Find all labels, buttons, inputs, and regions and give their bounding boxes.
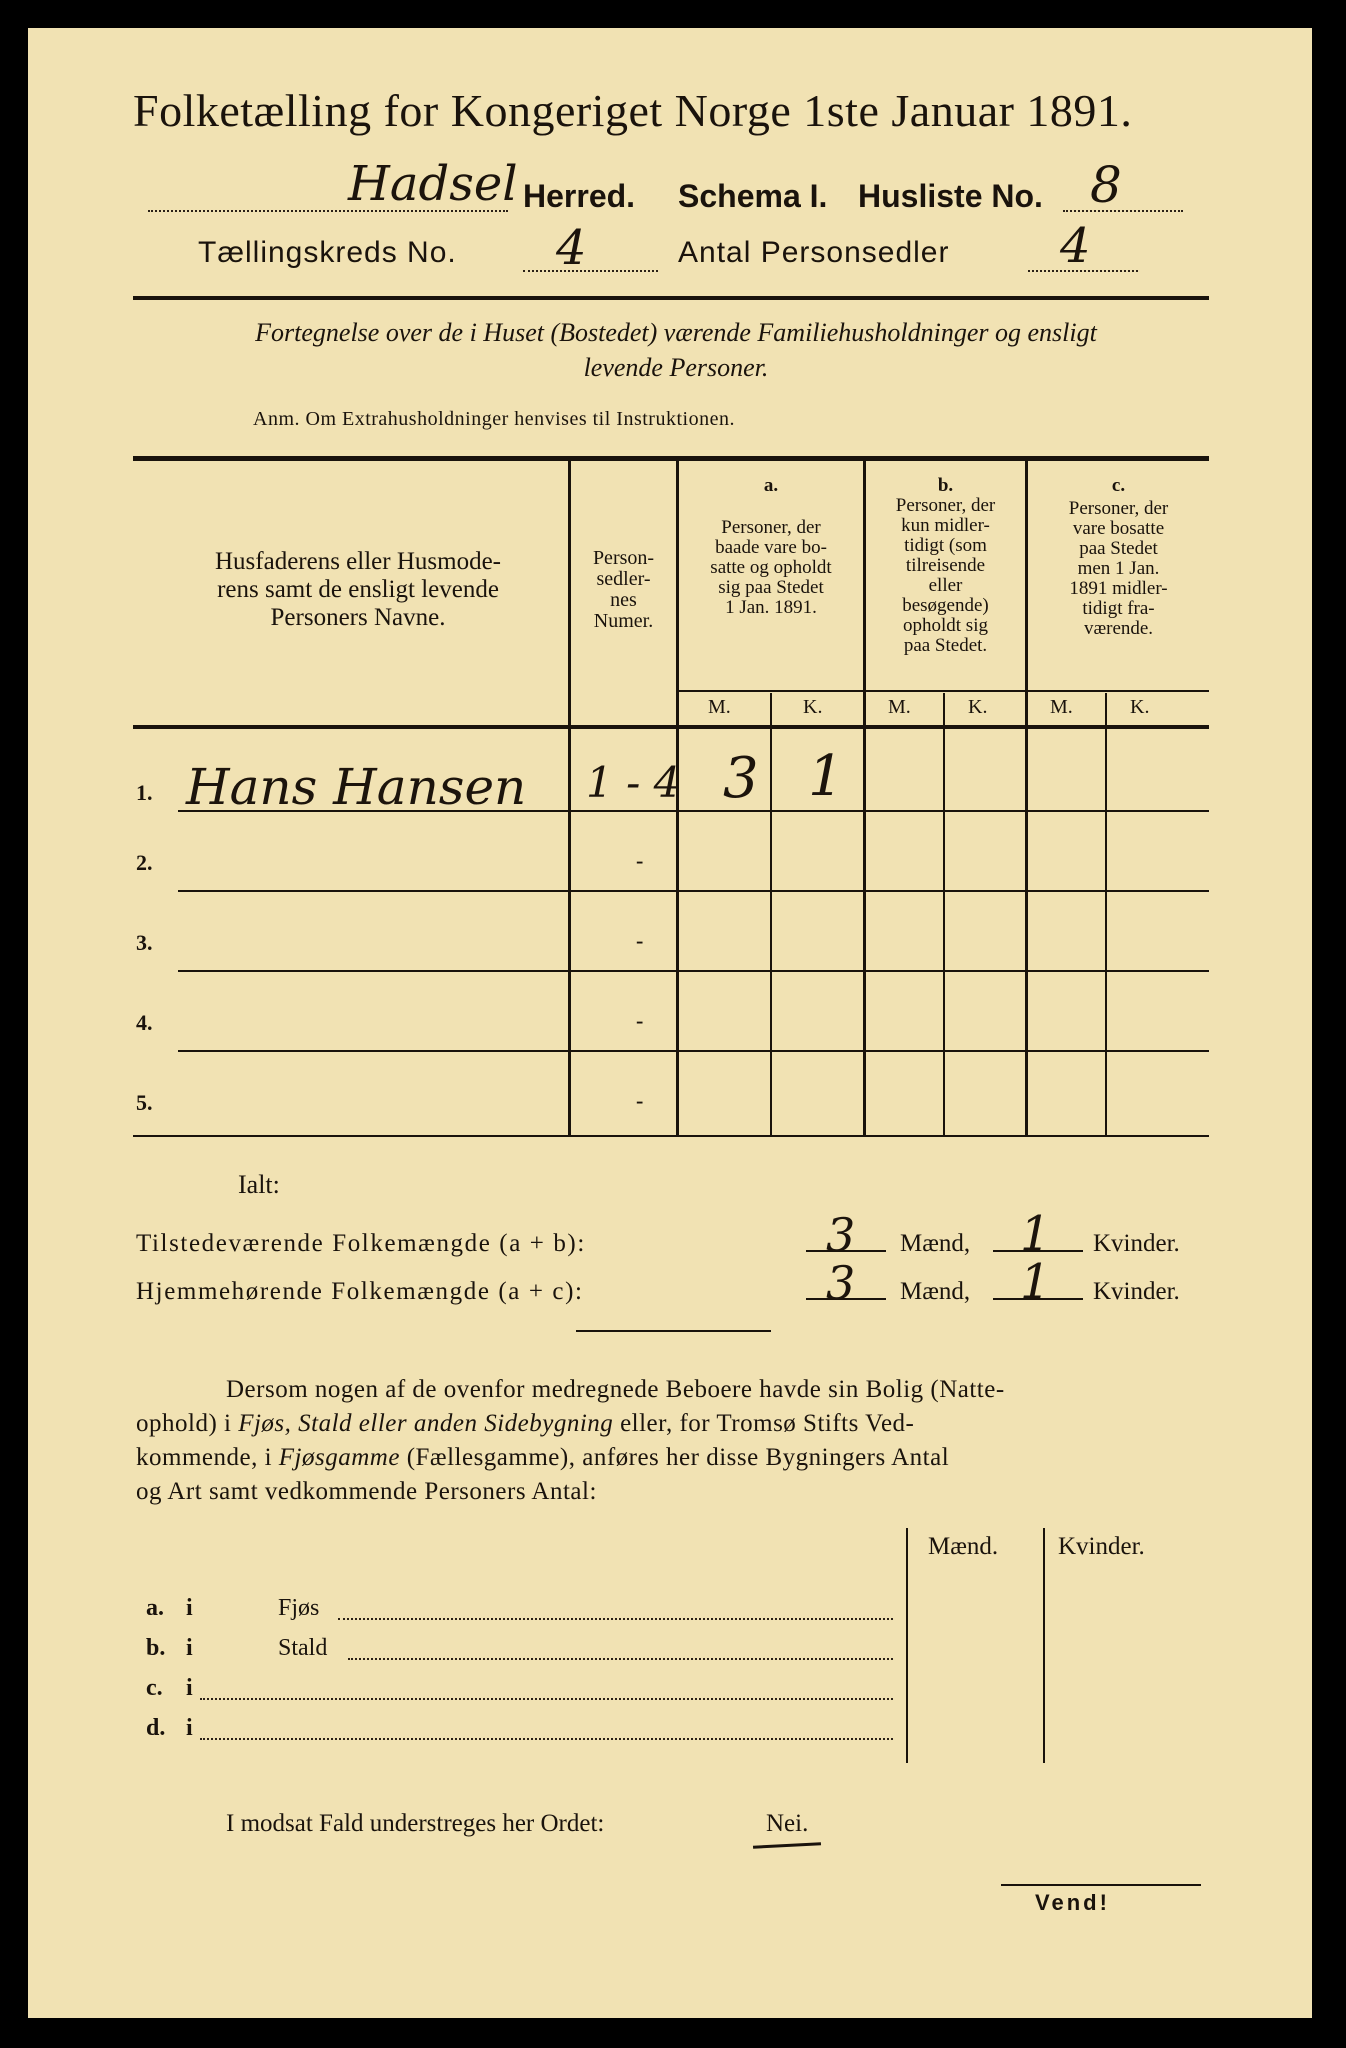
row3-number: 3.	[136, 930, 153, 955]
tilstede-kvinder: Kvinder.	[1093, 1230, 1180, 1257]
row2-number: 2.	[136, 850, 153, 875]
buildings-para3	[136, 1444, 949, 1472]
buildings-col-kvinder: Kvinder.	[1058, 1533, 1145, 1560]
building-d-i: i	[186, 1715, 193, 1741]
row1-name: Hans Hansen	[186, 758, 527, 816]
table-bottom-rule	[133, 1135, 1209, 1137]
header-a-line5: 1 Jan. 1891.	[725, 597, 817, 618]
building-a-i: i	[186, 1595, 193, 1621]
buildings-divider-1	[906, 1528, 908, 1763]
kreds-value: 4	[556, 220, 587, 276]
header-c-line2: vare bosatte	[1072, 518, 1165, 539]
census-form-sheet	[28, 28, 1312, 2018]
building-b-letter: b.	[146, 1635, 166, 1661]
tilstede-k: 1	[1020, 1206, 1051, 1262]
intro-line1: Fortegnelse over de i Huset (Bostedet) værende Familiehusholdninger og ensligt	[255, 318, 1097, 347]
husliste-label: Husliste No.	[858, 178, 1043, 214]
ak-label: K.	[803, 696, 823, 718]
form-title: Folketælling for Kongeriget Norge 1ste Januar 1891.	[133, 85, 1133, 136]
row4-num: -	[636, 1008, 644, 1033]
header-c-line5: 1891 midler-	[1069, 578, 1168, 599]
header-num-line2: sedler-	[596, 568, 651, 590]
header-num-line1: Person-	[592, 547, 655, 569]
hjemme-kvinder: Kvinder.	[1093, 1278, 1180, 1305]
header-b-line7: opholdt sig	[903, 615, 988, 636]
personsedler-value: 4	[1060, 218, 1091, 274]
header-c-line1: Personer, der	[1068, 498, 1169, 519]
buildings-para2	[136, 1410, 914, 1438]
header-c-line6: tidigt fra-	[1082, 598, 1155, 619]
hjemme-maend: Mænd,	[900, 1278, 971, 1305]
header-name-line2: rens samt de ensligt levende	[217, 576, 499, 603]
row3-num: -	[636, 928, 644, 953]
header-b-col	[866, 476, 1025, 656]
col-divider-cm	[1105, 693, 1107, 1137]
buildings-para3-b: Fjøsgamme	[278, 1444, 400, 1471]
header-c-line4: men 1 Jan.	[1077, 558, 1160, 579]
husliste-dotted-line	[1063, 210, 1183, 212]
header-c-col	[1028, 476, 1209, 639]
ialt-label: Ialt:	[238, 1170, 280, 1199]
building-b-i: i	[186, 1635, 193, 1661]
cm-label: M.	[1050, 696, 1073, 718]
row4-line	[178, 1050, 1209, 1052]
header-a-line3: satte og opholdt	[710, 557, 832, 578]
header-b-line3: tidigt (som	[904, 535, 987, 556]
header-num-line4: Numer.	[593, 610, 654, 632]
row5-number: 5.	[136, 1090, 153, 1115]
header-b-line5: eller	[928, 575, 963, 596]
table-top-rule	[133, 456, 1209, 461]
row1-ak: 1	[808, 744, 844, 809]
header-name-line1: Husfaderens eller Husmode-	[214, 548, 501, 575]
header-num-line3: nes	[610, 589, 637, 611]
header-c-letter: c.	[1111, 475, 1126, 496]
am-label: M.	[708, 696, 731, 718]
hjemme-k: 1	[1020, 1254, 1051, 1310]
buildings-para1: Dersom nogen af de ovenfor medregnede Beboere havde sin Bolig (Natte-	[226, 1376, 1005, 1403]
buildings-para2-b: Fjøs, Stald eller anden Sidebygning	[238, 1410, 614, 1437]
header-c-line3: paa Stedet	[1079, 538, 1158, 559]
vend-rule	[1001, 1884, 1201, 1886]
vend-label: Vend!	[1035, 1890, 1110, 1915]
husliste-value: 8	[1090, 156, 1122, 214]
buildings-para3-c: (Fællesgamme), anføres her disse Bygningers Antal	[399, 1444, 950, 1471]
header-b-line1: Personer, der	[895, 495, 996, 516]
row4-number: 4.	[136, 1010, 153, 1035]
buildings-para2-a: ophold) i	[136, 1410, 239, 1437]
buildings-divider-2	[1043, 1528, 1045, 1763]
mk-rule	[678, 690, 1209, 692]
tilstede-label: Tilstedeværende Folkemængde (a + b):	[136, 1230, 586, 1257]
hjemme-m: 3	[826, 1256, 856, 1310]
buildings-para3-a: kommende, i	[136, 1444, 279, 1471]
table-header-rule	[133, 725, 1209, 729]
row1-am: 3	[723, 746, 759, 811]
herred-value: Hadsel	[348, 156, 518, 212]
intro-line2: levende Personer.	[583, 353, 769, 382]
modsat-label: I modsat Fald understreges her Ordet:	[226, 1810, 605, 1837]
header-name-col	[158, 548, 558, 632]
col-divider-bm	[943, 693, 945, 1137]
row2-num: -	[636, 848, 644, 873]
row1-num: 1 - 4	[586, 758, 681, 807]
tilstede-maend: Mænd,	[900, 1230, 971, 1257]
building-c-letter: c.	[146, 1675, 163, 1701]
header-a-line4: sig paa Stedet	[718, 577, 824, 598]
building-a-dots	[338, 1618, 893, 1620]
header-b-line6: besøgende)	[902, 595, 989, 616]
building-d-letter: d.	[146, 1715, 166, 1741]
header-a-col	[679, 476, 863, 618]
buildings-col-maend: Mænd.	[928, 1533, 999, 1560]
personsedler-label: Antal Personsedler	[678, 236, 950, 269]
bm-label: M.	[888, 696, 911, 718]
row1-number: 1.	[136, 780, 153, 805]
header-b-line2: kun midler-	[901, 515, 990, 536]
header-b-letter: b.	[937, 475, 954, 496]
header-a-line1: Personer, der	[721, 517, 821, 538]
ck-label: K.	[1130, 696, 1150, 718]
header-a-letter: a.	[763, 475, 779, 496]
header-num-col	[571, 548, 676, 632]
building-b-dots	[348, 1658, 893, 1660]
header-rule	[133, 296, 1209, 300]
header-a-line2: baade vare bo-	[715, 537, 827, 558]
hjemme-label: Hjemmehørende Folkemængde (a + c):	[136, 1278, 584, 1305]
row2-line	[178, 890, 1209, 892]
anm-note: Anm. Om Extrahusholdninger henvises til Instruktionen.	[253, 408, 735, 430]
header-b-line4: tilreisende	[905, 555, 986, 576]
schema-label: Schema I.	[678, 178, 828, 214]
kreds-label: Tællingskreds No.	[198, 236, 457, 269]
tilstede-m: 3	[826, 1208, 856, 1262]
building-b-label: Stald	[278, 1635, 328, 1661]
row3-line	[178, 970, 1209, 972]
building-c-dots	[200, 1698, 893, 1700]
section-divider	[576, 1330, 771, 1332]
bk-label: K.	[968, 696, 988, 718]
col-divider-am	[770, 693, 772, 1137]
herred-label: Herred.	[523, 178, 636, 214]
building-c-i: i	[186, 1675, 193, 1701]
header-b-line8: paa Stedet.	[903, 635, 988, 656]
building-a-label: Fjøs	[278, 1595, 320, 1621]
header-c-line7: værende.	[1083, 618, 1154, 639]
kreds-dotted-line	[523, 270, 658, 272]
row5-num: -	[636, 1088, 644, 1113]
header-name-line3: Personers Navne.	[270, 604, 446, 631]
building-a-letter: a.	[146, 1595, 164, 1621]
buildings-para4: og Art samt vedkommende Personers Antal:	[136, 1478, 597, 1505]
modsat-word: Nei.	[766, 1810, 809, 1837]
building-d-dots	[200, 1738, 893, 1740]
buildings-para2-c: eller, for Tromsø Stifts Ved-	[613, 1410, 915, 1437]
modsat-underline	[753, 1842, 821, 1849]
